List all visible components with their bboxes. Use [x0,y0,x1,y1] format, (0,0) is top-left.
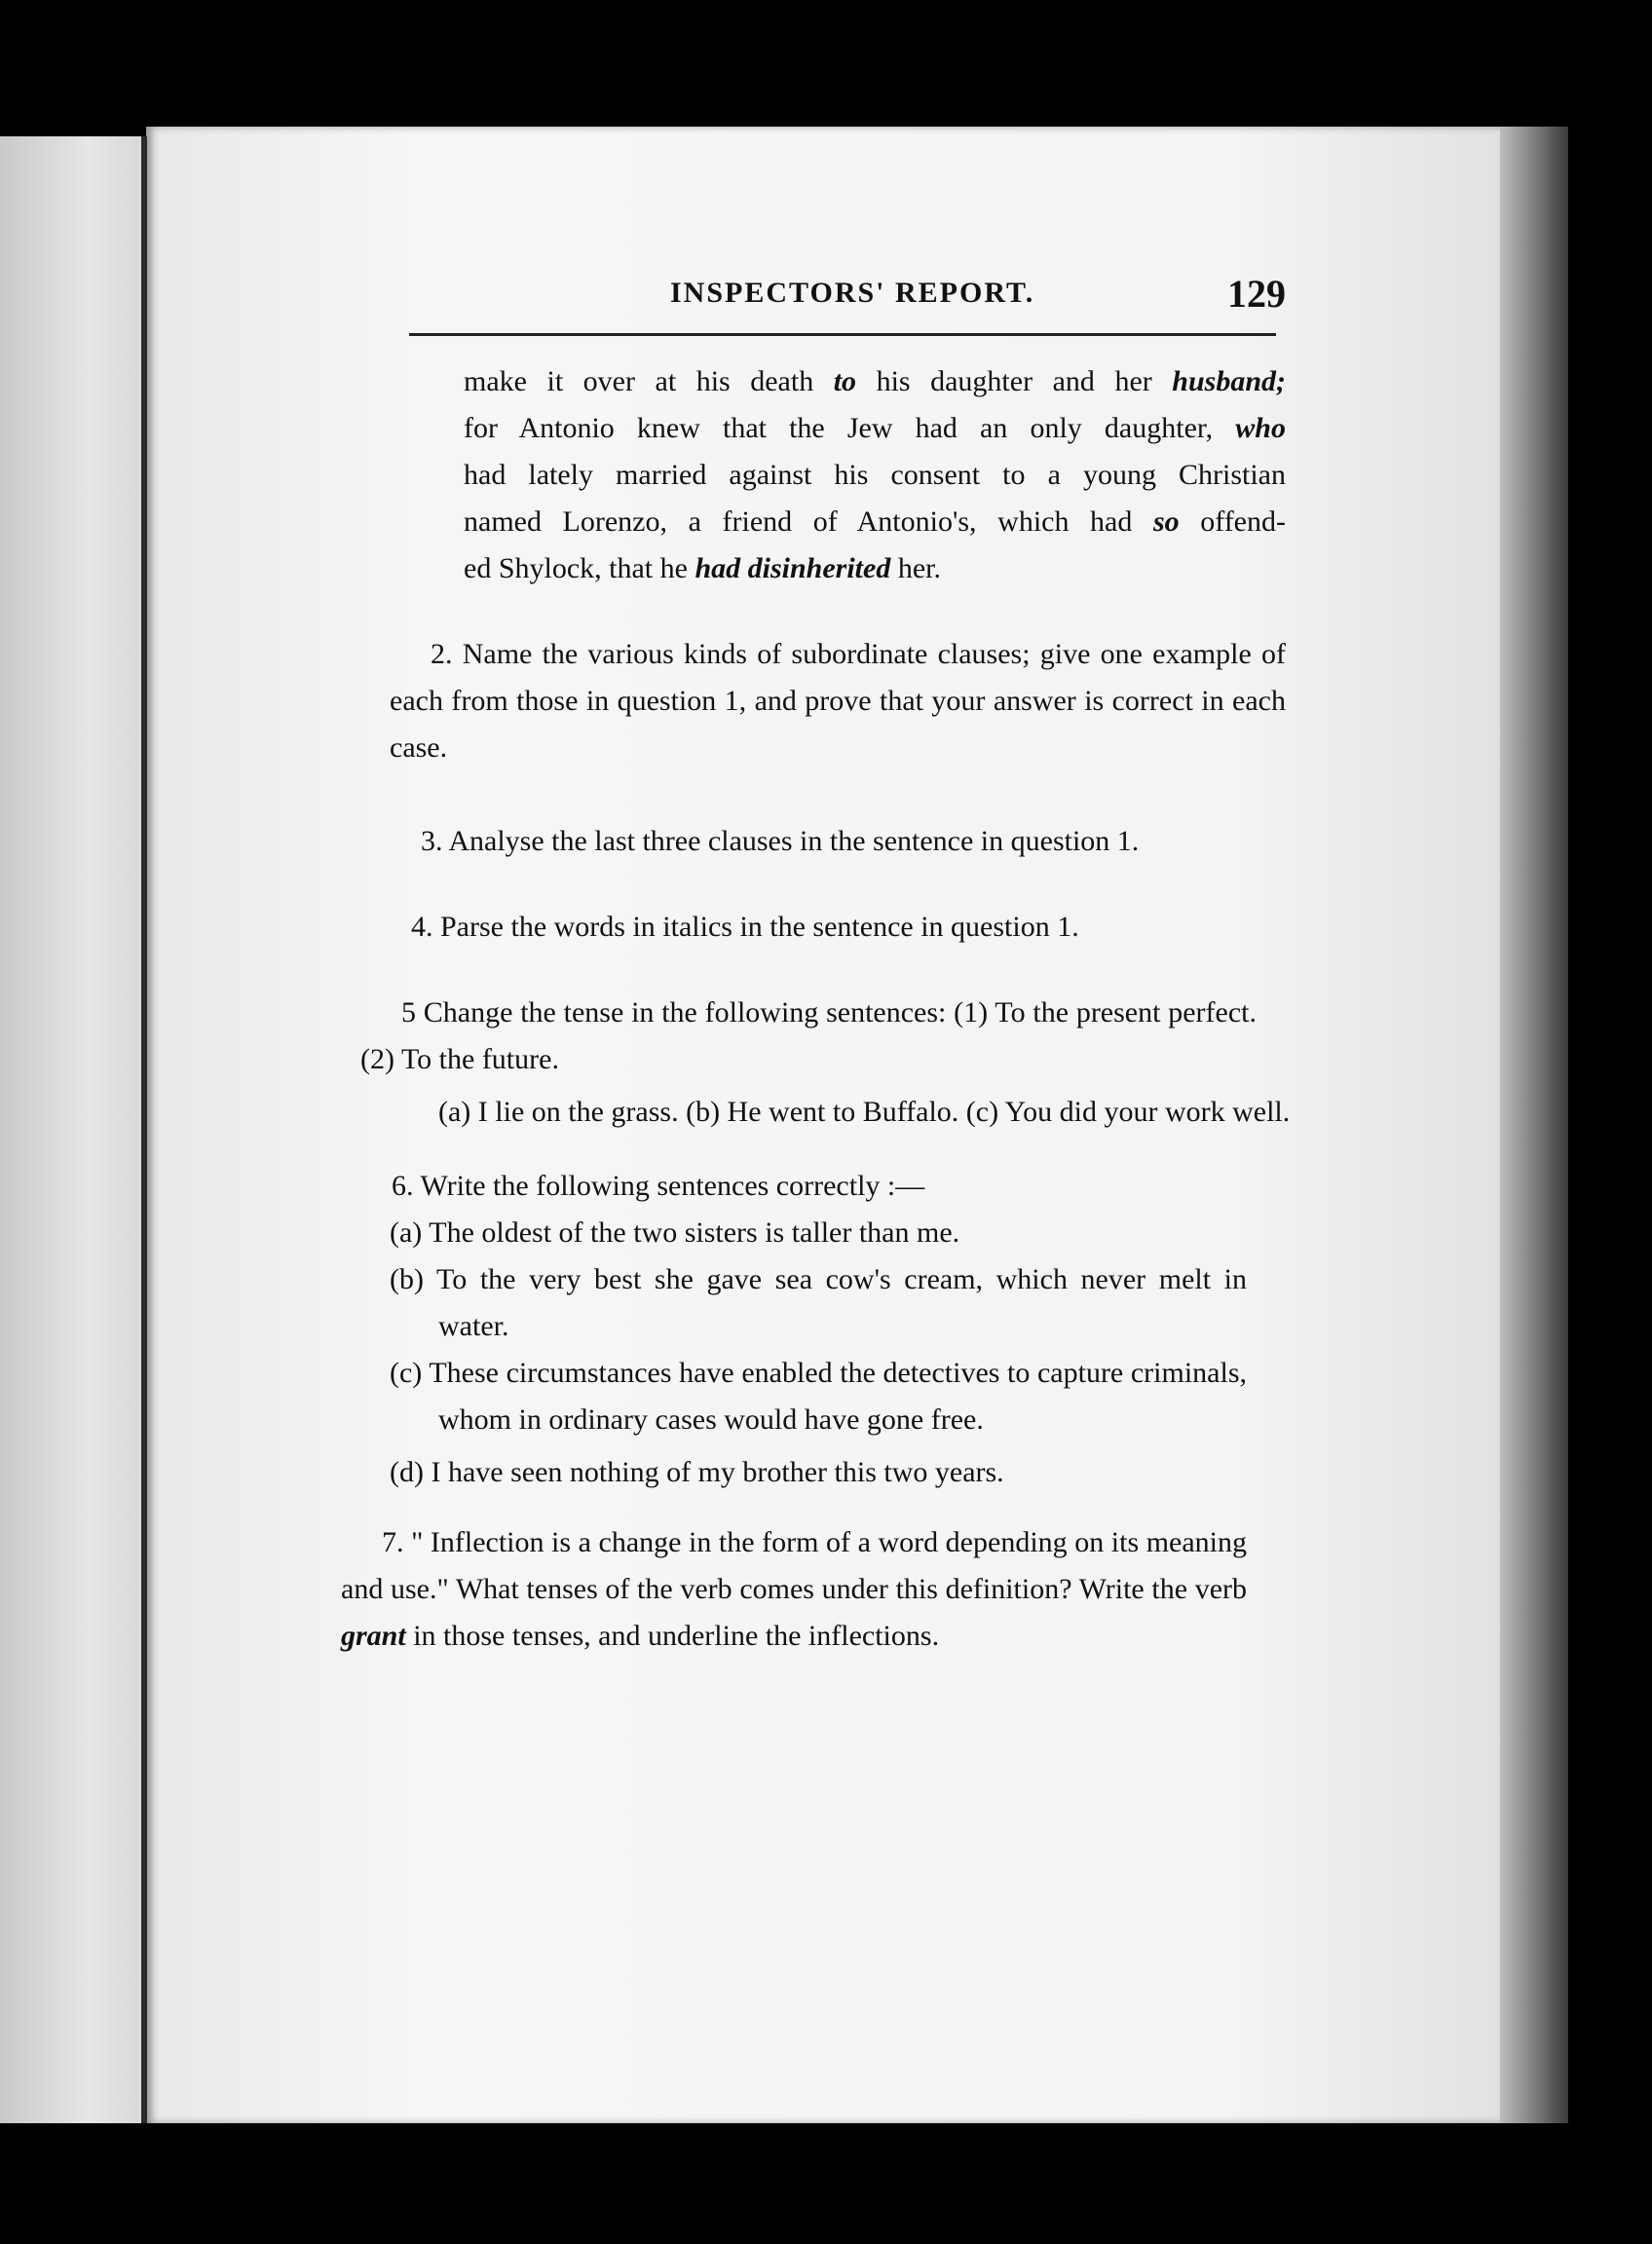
question-6: 6. Write the following sentences correctly :— [392,1170,925,1202]
page-number: 129 [1227,272,1286,316]
question-5-options: (a) I lie on the grass. (b) He went to Buffalo. (c) You did your work well. [438,1096,1291,1128]
left-page-edge [0,136,146,2123]
passage-line: named Lorenzo, a friend of Antonio's, which had so offend- [464,505,1286,538]
running-head: INSPECTORS' REPORT. [670,277,1035,309]
page-header [409,271,1286,329]
passage [351,358,1286,592]
question-6d: (d) I have seen nothing of my brother this two years. [390,1456,1004,1488]
question-2: 2. Name the various kinds of subordinate clauses; give one example of each from those in question 1, and prove that your answer is correct in each case. [390,638,1286,764]
book-spine [141,136,147,2123]
header-rule [409,333,1276,336]
passage-line: for Antonio knew that the Jew had an only daughter, who [464,412,1286,444]
question-7: 7. " Inflection is a change in the form of a word depending on its meaning and use." What tenses of the verb comes under this definition? Write the verb grant in those tenses, and underline the inflections. [341,1526,1247,1652]
question-4: 4. Parse the words in italics in the sentence in question 1. [411,911,1079,943]
question-5: 5 Change the tense in the following sentences: (1) To the present perfect. (2) To the future. [360,996,1257,1075]
question-6c: (c) These circumstances have enabled the detectives to capture criminals, whom in ordinary cases would have gone free. [390,1357,1247,1436]
question-6a: (a) The oldest of the two sisters is taller than me. [390,1216,960,1249]
passage-line: ed Shylock, that he had disinherited her. [464,552,941,584]
page-edges-right [1500,127,1568,2123]
passage-line: make it over at his death to his daughter and her husband; [464,365,1286,397]
question-3: 3. Analyse the last three clauses in the sentence in question 1. [421,825,1140,857]
question-6b: (b) To the very best she gave sea cow's cream, which never melt in water. [390,1263,1247,1342]
passage-line: had lately married against his consent to a young Christian [464,459,1286,491]
page-body [341,358,1291,1660]
